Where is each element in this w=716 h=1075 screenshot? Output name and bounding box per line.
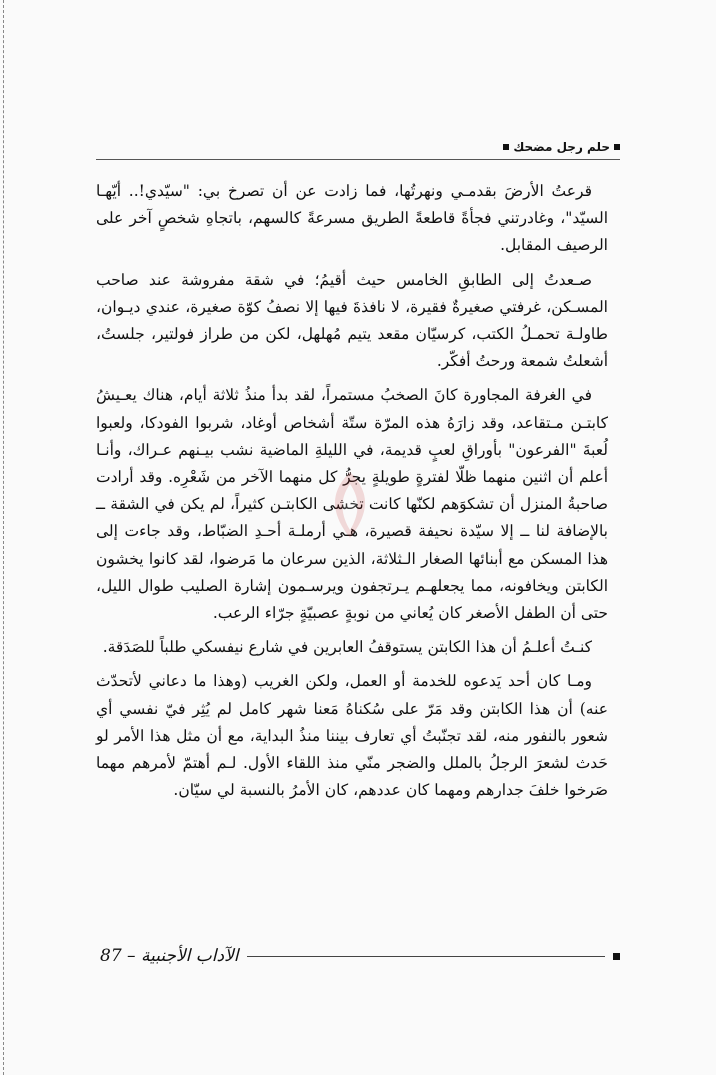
paragraph: كنـتُ أعلـمُ أن هذا الكابتن يستوقفُ العابرين في شارع نيفسكي طلباً للصَدَقة.: [102, 638, 592, 657]
page-body: [96, 178, 608, 811]
running-head-title: حلم رجل مضحك: [513, 140, 610, 154]
square-bullet-icon: [614, 144, 620, 150]
paragraph: في الغرفة المجاورة كانَ الصخبُ مستمراً، لقد بدأ منذُ ثلاثة أيام، هناك يعـيشُ كابتـن مـتقاعد، وقد زارَهُ هذه المرّة ستّة أشخاص أوغاد، شربوا الفودكا، ولعبوا لُعبةَ "الفرعون" بأوراقِ لعبٍ قديمة، في الليلةِ الماضية نشب بيـنهم عـراك، وأنـا أعلم أن اثنين منهما ظلّا لفترةٍ طويلةٍ يجرُّ كل منهما الآخر من شَعْرِه. وقد أرادت صاحبةُ المنزل أن تشكوَهم لكنّها كانت تخشى الكابتـن كثيراً، لم يكن في الشقة ــ بالإضافة لنا ــ إلا سيّدة نحيفة قصيرة، هـي أرملـة أحـدِ الضبّاط، وقد جاءت إلى هذا المسكن مع أبنائها الصغار الـثلاثة، الذين سرعان ما مَرضوا، لقد كانوا يخشون الكابتن ويخافونه، مما يجعلهـم يـرتجفون ويرسـمون إشارة الصليب طوال الليل، حتى أن الطفل الأصغر كان يُعاني من نوبةٍ عصبيّةٍ جرّاء الرعب.: [96, 386, 608, 623]
page-footer: [100, 944, 620, 968]
folio-text: الآداب الأجنبية – 87: [100, 946, 239, 966]
paragraph: قرعتُ الأرضَ بقدمـي ونهرتُها، فما زادت عن أن تصرخ بي: "سيّدي!.. أيّهـا السيّد"، وغادرتني فجأةً قاطعةً الطريق مسرعةً كالسهم، باتجاهِ شخصٍ آخر على الرصيف المقابل.: [96, 182, 608, 255]
running-head: [96, 140, 620, 160]
paragraph: ومـا كان أحد يَدعوه للخدمة أو العمل، ولكن الغريب (وهذا ما دعاني لأتحدّث عنه) أن هذا الكابتن وقد مَرّ على سُكناهُ مَعنا شهر كامل لم يُثِر فيّ نفسي أي شعور بالنفور منه، لقد تجنّبتُ أي تعارف بيننا منذُ البداية، مع أن مثل هذا الأمر لو حَدث لشعرَ الرجلُ بالملل والضجر منّي منذ اللقاء الأول. لـم أهتمّ لأمرهم مهما صَرخوا خلفَ جدارهم ومهما كان عددهم، كان الأمرُ بالنسبة لي سيّان.: [96, 672, 608, 800]
running-head-group: [503, 140, 620, 154]
footer-rule: [247, 956, 606, 957]
scan-edge-line: [3, 0, 4, 1075]
paragraph: صـعدتُ إلى الطابقِ الخامس حيث أقيمُ؛ في شقة مفروشة عند صاحب المسـكن، غرفتي صغيرةٌ فقيرة، لا نافذةَ فيها إلا نصفُ كوّة صغيرة، عندي ديـوان، طاولـة تحمـلُ الكتب، كرسيّان مقعد يتيم مُهلهل، لكن من طراز فولتير، جلستُ، أشعلتُ شمعة ورحتُ أفكّر.: [96, 270, 608, 371]
square-bullet-icon: [613, 953, 620, 960]
square-bullet-icon: [503, 144, 509, 150]
